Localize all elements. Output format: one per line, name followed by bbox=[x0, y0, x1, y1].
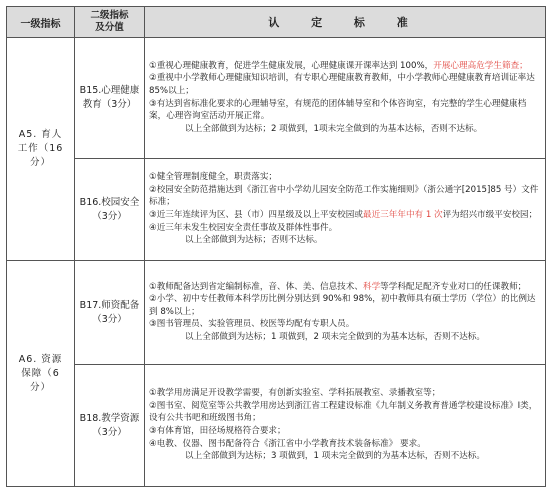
criteria-cell-b17 bbox=[145, 261, 546, 365]
criteria-line: ①教师配备达到省定编制标准，音、体、美、信息技术、科学等学科配足配齐专业对口的任课教师； bbox=[149, 281, 527, 292]
criteria-line: ②图书室、阅览室等公共教学用房达到浙江省工程建设标准《九年制义务教育普通学校建设标准》Ⅰ类，设有公共书吧和班级图书角； bbox=[149, 400, 538, 424]
criteria-line: ②校园安全防范措施达到《浙江省中小学幼儿园安全防范工作实施细则》（浙公通字[2015]85 号）文件标准； bbox=[149, 184, 539, 208]
criteria-line: ①教学用房满足开设教学需要，有创新实验室、学科拓展教室、录播教室等； bbox=[149, 388, 441, 399]
criteria-cell-b16 bbox=[145, 159, 546, 261]
row-b18 bbox=[7, 365, 546, 487]
level1-cell-a6: A6. 资源保障（6分） bbox=[7, 261, 75, 487]
criteria-cell-b15 bbox=[145, 38, 546, 159]
criteria-summary: 以上全部做到为达标；3 项做到，1 项未完全做到的为基本达标，否则不达标。 bbox=[185, 451, 485, 462]
criteria-cell-b18 bbox=[145, 365, 546, 487]
header-row bbox=[7, 7, 546, 38]
criteria-line: ②小学、初中专任教师本科学历比例分别达到 90%和 98%，初中教师具有硕士学历（学位）的比例达到 8%以上； bbox=[149, 294, 536, 317]
row-b15 bbox=[7, 38, 546, 159]
criteria-line: ④电教、仪器、图书配备符合《浙江省中小学教育技术装备标准》 要求。 bbox=[149, 438, 426, 449]
criteria-line: ②重视中小学教师心理健康知识培训，有专职心理健康教育教师，中小学教师心理健康教育培训证率达 85%以上； bbox=[149, 73, 535, 96]
criteria-summary: 以上全部做到为达标；否则不达标。 bbox=[185, 235, 323, 246]
header-criteria: 认 定 标 准 bbox=[145, 7, 546, 38]
criteria-table bbox=[6, 6, 546, 487]
criteria-line: ③有达到省标准化要求的心理辅导室，有规范的团体辅导室和个体咨询室，有完整的学生心理健康档案，心理咨询室活动开展正常。 bbox=[149, 98, 527, 122]
level2-cell-b15: B15.心理健康教育（3分） bbox=[75, 38, 145, 159]
header-level1: 一级指标 bbox=[7, 7, 75, 38]
criteria-line: ①重视心理健康教育，促进学生健康发展，心理健康课开课率达到 100%，开展心理高危学生筛查； bbox=[149, 60, 528, 71]
level1-cell-a5: A5. 育人工作（16分） bbox=[7, 38, 75, 261]
level2-cell-b18: B18.教学资源（3分） bbox=[75, 365, 145, 487]
criteria-line: ③图书管理员、实验管理员、校医等均配有专职人员。 bbox=[149, 319, 355, 330]
criteria-summary: 以上全部做到为达标；2 项做到，1项未完全做到的为基本达标，否则不达标。 bbox=[185, 123, 483, 134]
criteria-line: ③有体育馆，田径场规格符合要求； bbox=[149, 426, 286, 436]
row-b17 bbox=[7, 261, 546, 365]
level2-cell-b17: B17.师资配备（3分） bbox=[75, 261, 145, 365]
criteria-line: ③近三年连续评为区、县（市）四星级及以上平安校园或最近三年年中有 1 次评为绍兴市级平安校园； bbox=[149, 210, 538, 220]
criteria-line: ④近三年未发生校园安全责任事故及群体性事件。 bbox=[149, 222, 338, 233]
row-b16 bbox=[7, 159, 546, 261]
criteria-summary: 以上全部做到为达标；1 项做到，2 项未完全做到的为基本达标，否则不达标。 bbox=[185, 331, 485, 342]
level2-cell-b16: B16.校园安全（3分） bbox=[75, 159, 145, 261]
criteria-line: ①健全管理制度健全，职责落实； bbox=[149, 172, 278, 183]
header-level2: 二级指标 及分值 bbox=[75, 7, 145, 38]
